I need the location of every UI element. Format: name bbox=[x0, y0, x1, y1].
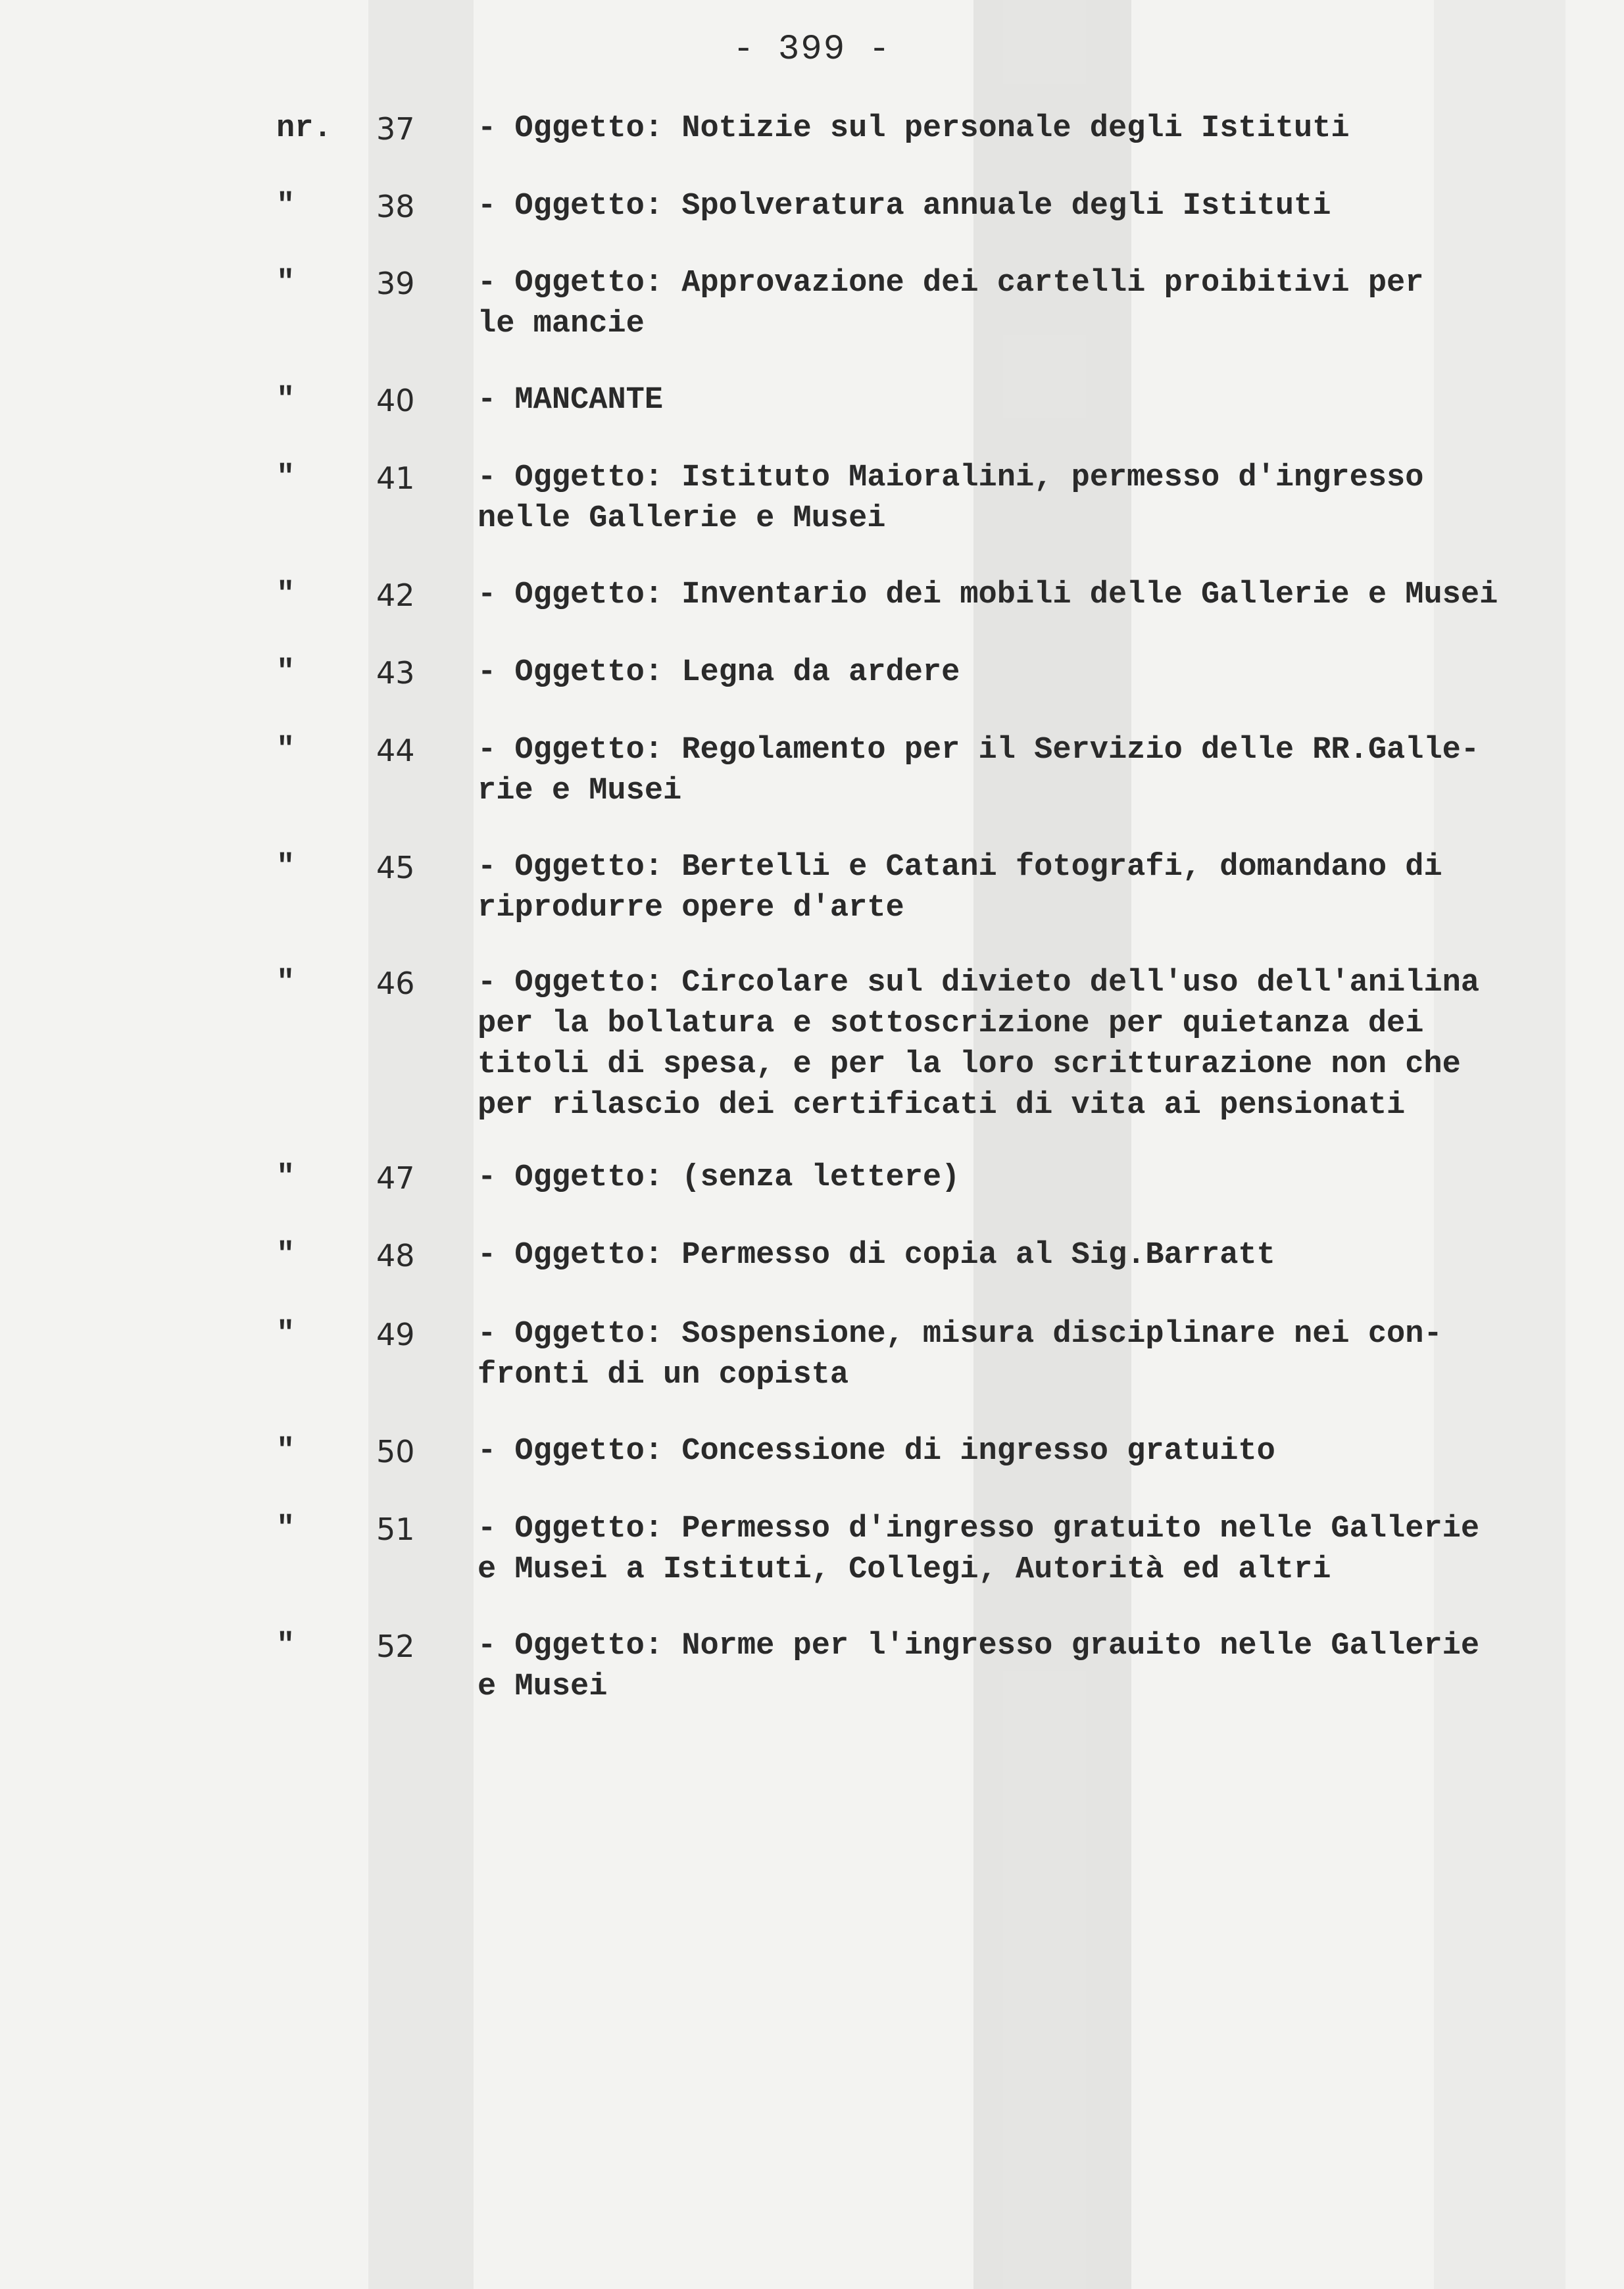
entry-label: Oggetto: bbox=[514, 460, 664, 495]
entry-description: (senza lettere) bbox=[663, 1160, 960, 1195]
entry-label: Oggetto: bbox=[514, 1512, 664, 1546]
entry-text bbox=[478, 109, 1583, 149]
entry-text bbox=[478, 847, 1583, 929]
entry-text bbox=[478, 575, 1583, 616]
entry-text bbox=[478, 1235, 1583, 1276]
entry-dash: - bbox=[478, 383, 515, 418]
entry-prefix: " bbox=[276, 1434, 295, 1469]
entry-number: 50 bbox=[376, 1434, 415, 1469]
entry-description: Regolamento per il Servizio delle RR.Galle- rie e Musei bbox=[478, 733, 1480, 808]
entry-label: Oggetto: bbox=[514, 1238, 664, 1273]
entry-number: 47 bbox=[376, 1160, 415, 1196]
entry-text bbox=[478, 963, 1583, 1126]
entry-label: Oggetto: bbox=[514, 655, 664, 690]
entry-prefix: " bbox=[276, 1317, 295, 1352]
entry-prefix: " bbox=[276, 383, 295, 418]
entry-number: 44 bbox=[376, 733, 415, 768]
entry-dash: - bbox=[478, 1160, 515, 1195]
entry-label: Oggetto: bbox=[514, 189, 664, 224]
entry-description: Permesso di copia al Sig.Barratt bbox=[663, 1238, 1275, 1273]
entry-number: 49 bbox=[376, 1317, 415, 1352]
entry-label: Oggetto: bbox=[514, 578, 664, 612]
entry-text bbox=[478, 1314, 1583, 1396]
entry-dash: - bbox=[478, 966, 515, 1000]
entry-number: 42 bbox=[376, 578, 415, 613]
entry-text bbox=[478, 380, 1583, 421]
entry-dash: - bbox=[478, 266, 515, 301]
entry-label: Oggetto: bbox=[514, 1160, 664, 1195]
entry-prefix: " bbox=[276, 850, 295, 885]
entry-description: Spolveratura annuale degli Istituti bbox=[663, 189, 1331, 224]
entry-prefix: " bbox=[276, 1512, 295, 1546]
entry-description: Bertelli e Catani fotografi, domandano di riprodurre opere d'arte bbox=[478, 850, 1442, 925]
entry-label: Oggetto: bbox=[514, 266, 664, 301]
entry-dash: - bbox=[478, 1629, 515, 1663]
entry-dash: - bbox=[478, 655, 515, 690]
entry-description: Circolare sul divieto dell'uso dell'anilina per la bollatura e sottoscrizione per quietanza dei titoli di spesa, e per la loro scritturazione non che per rilascio dei certificati di vita ai pensionati bbox=[478, 966, 1480, 1123]
entry-dash: - bbox=[478, 189, 515, 224]
entry-number: 37 bbox=[376, 111, 415, 147]
entry-text bbox=[478, 1626, 1583, 1708]
entry-text bbox=[478, 730, 1583, 812]
entry-text bbox=[478, 263, 1583, 345]
entry-description: Permesso d'ingresso gratuito nelle Gallerie e Musei a Istituti, Collegi, Autorità ed altri bbox=[478, 1512, 1480, 1587]
entry-text bbox=[478, 1509, 1583, 1590]
entry-prefix: " bbox=[276, 1629, 295, 1663]
entry-description: Istituto Maioralini, permesso d'ingresso nelle Gallerie e Musei bbox=[478, 460, 1424, 536]
entry-prefix: " bbox=[276, 655, 295, 690]
entry-prefix: " bbox=[276, 733, 295, 768]
entry-number: 46 bbox=[376, 966, 415, 1001]
entry-label: Oggetto: bbox=[514, 1317, 664, 1352]
entry-text bbox=[478, 652, 1583, 693]
entry-number: 45 bbox=[376, 850, 415, 885]
entry-dash: - bbox=[478, 1434, 515, 1469]
entry-dash: - bbox=[478, 850, 515, 885]
entry-number: 51 bbox=[376, 1512, 415, 1547]
entry-prefix: " bbox=[276, 966, 295, 1000]
entry-prefix: " bbox=[276, 1238, 295, 1273]
entry-label: Oggetto: bbox=[514, 850, 664, 885]
entry-label: Oggetto: bbox=[514, 733, 664, 768]
entry-description: Sospensione, misura disciplinare nei con- fronti di un copista bbox=[478, 1317, 1442, 1392]
entry-dash: - bbox=[478, 460, 515, 495]
entry-number: 40 bbox=[376, 383, 415, 418]
entry-text bbox=[478, 458, 1583, 539]
entry-label: Oggetto: bbox=[514, 966, 664, 1000]
entry-description: Approvazione dei cartelli proibitivi per le mancie bbox=[478, 266, 1424, 341]
entry-number: 39 bbox=[376, 266, 415, 301]
entry-number: 43 bbox=[376, 655, 415, 691]
entry-dash: - bbox=[478, 733, 515, 768]
entry-text bbox=[478, 1431, 1583, 1472]
entry-number: 48 bbox=[376, 1238, 415, 1273]
entry-description: MANCANTE bbox=[514, 383, 664, 418]
entry-dash: - bbox=[478, 1317, 515, 1352]
entry-prefix: " bbox=[276, 266, 295, 301]
entry-prefix: " bbox=[276, 189, 295, 224]
entry-dash: - bbox=[478, 1238, 515, 1273]
entry-prefix: " bbox=[276, 578, 295, 612]
entry-text bbox=[478, 186, 1583, 227]
entry-number: 38 bbox=[376, 189, 415, 224]
entry-label: Oggetto: bbox=[514, 111, 664, 146]
entry-prefix: nr. bbox=[276, 111, 332, 146]
entry-text bbox=[478, 1158, 1583, 1198]
entry-dash: - bbox=[478, 1512, 515, 1546]
entry-label: Oggetto: bbox=[514, 1629, 664, 1663]
entry-prefix: " bbox=[276, 1160, 295, 1195]
entry-description: Legna da ardere bbox=[663, 655, 960, 690]
entry-description: Norme per l'ingresso grauito nelle Gallerie e Musei bbox=[478, 1629, 1480, 1704]
entry-number: 41 bbox=[376, 460, 415, 496]
entry-label: Oggetto: bbox=[514, 1434, 664, 1469]
entry-description: Inventario dei mobili delle Gallerie e Musei bbox=[663, 578, 1498, 612]
entry-number: 52 bbox=[376, 1629, 415, 1664]
entry-description: Notizie sul personale degli Istituti bbox=[663, 111, 1350, 146]
scan-band bbox=[368, 0, 474, 2289]
entry-prefix: " bbox=[276, 460, 295, 495]
entry-dash: - bbox=[478, 578, 515, 612]
page-number: - 399 - bbox=[733, 30, 891, 70]
entry-dash: - bbox=[478, 111, 515, 146]
entry-description: Concessione di ingresso gratuito bbox=[663, 1434, 1275, 1469]
